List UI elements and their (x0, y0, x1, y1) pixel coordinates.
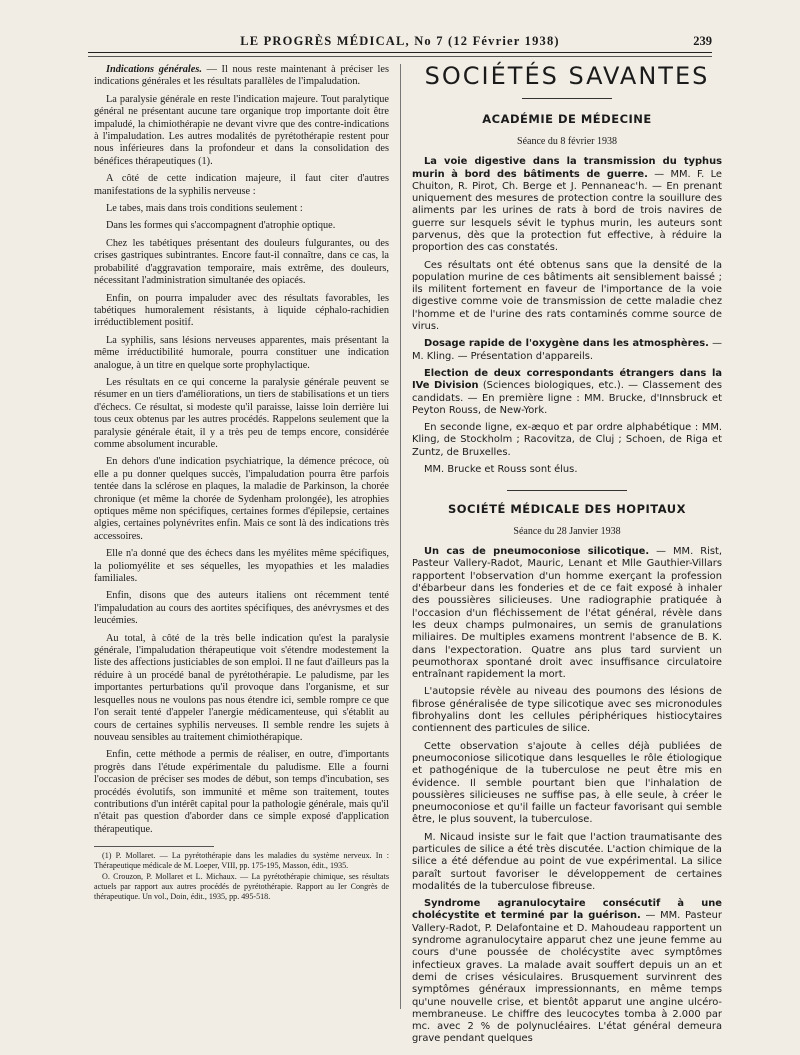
footnotes (94, 851, 389, 901)
paragraph-text: En dehors d'une indication psychiatrique, la démence précoce, où elle a pu donner quelques succès, l'impaludation pourra être parfois tentée dans la sclérose en plaques, la maladie de Parkinson, la chorée chronique (et même la chorée de Sydenham prolongée), les atrophies optiques même non spécifiques, certaines formes d'épilepsie, certaines algies, certaines polynévrites enfin. Mais ce sont là des indications très accessoires. (94, 456, 389, 542)
paragraph-text: Ces résultats ont été obtenus sans que la densité de la population murine de ces bâtiments ait sensiblement baissé ; ils militent fortement en faveur de l'importance de la voie digestive comme voie de transmission de cette maladie chez l'homme et de l'urine des rats contaminés comme source de virus. (412, 259, 722, 333)
paragraph-text: Dans les formes qui s'accompagnent d'atrophie optique. (106, 220, 336, 232)
paragraph (94, 548, 389, 585)
paragraph (94, 173, 389, 198)
left-column (94, 64, 389, 903)
paragraph-text: Cette observation s'ajoute à celles déjà publiées de pneumoconiose silicotique dans lesquelles le rôle étiologique et pathogénique de la tuberculose ne peut être mis en évidence. Il semble pourtant bien que l'inhalation de poussières silicieuses ne suffise pas, à elle seule, à créer le pneumoconiose et qu'il faille un facteur favorisant qui semble être, le plus souvent, la tuberculose. (412, 740, 722, 826)
header-rule (88, 52, 712, 53)
paragraph (94, 633, 389, 745)
paragraph-text: Les résultats en ce qui concerne la paralysie générale peuvent se résumer en un tiers d'améliorations, un tiers de stabilisations et un tiers d'échecs. Ce résultat, si modeste qu'il paraisse, laisse loin derrière lui tous ceux obtenus par les autres procédés. Rappelons seulement que la paralysie générale était, il y a très peu de temps encore, considérée comme absolument incurable. (94, 376, 389, 450)
paragraph-lead: Un cas de pneumoconiose silicotique. (424, 546, 650, 558)
paragraph-text: — Il nous reste maintenant à préciser les indications générales et les résultats parallèles de l'impaludation. (94, 64, 389, 88)
paragraph (412, 832, 722, 893)
paragraph-text: L'autopsie révèle au niveau des poumons des lésions de fibrose généralisée de type silicotique avec ses micronodules fibrohyalins dont les cellules périphériques histiocytaires contiennent des particules de silice. (412, 686, 722, 735)
paragraph (94, 749, 389, 836)
section-title-rule (522, 98, 612, 99)
paragraph-text: — MM. F. Le Chuiton, R. Pirot, Ch. Berge et J. Pennaneac'h. — En prenant uniquement des mesures de protection contre la souillure des aliments par les urines de rats à bord de trois navires de guerre sur lesquels sévit le typhus murin, les auteurs sont parvenus, dès que la protection fut effective, à réduire la proportion des cas constatés. (412, 168, 722, 254)
paragraph (94, 64, 389, 89)
paragraph-text: Enfin, disons que des auteurs italiens ont récemment tenté l'impaludation au cours des aortites spécifiques, des anévrysmes et des leucémies. (94, 590, 389, 627)
paragraph (412, 338, 722, 363)
paragraph-text: En seconde ligne, ex-æquo et par ordre alphabétique : MM. Kling, de Stockholm ; Racovitza, de Cluj ; Schoen, de Riga et Zuntz, de Bruxelles. (412, 422, 722, 458)
paragraph (412, 898, 722, 1046)
paragraph (412, 686, 722, 735)
paragraph (94, 456, 389, 543)
paragraph-text: Enfin, cette méthode a permis de réaliser, en outre, d'importants progrès dans l'étude expérimentale du paludisme. Elle a fourni l'occasion de préciser ses modes de début, son temps d'incubation, ses procédés évolutifs, son immunité et même son traitement, toutes contributions d'un intérêt capital pour la pathologie générale, mais qu'il n'était pas question d'aborder dans ce simple exposé d'application thérapeutique. (94, 749, 389, 835)
paragraph (94, 377, 389, 451)
hospitals-society-title: SOCIÉTÉ MÉDICALE DES HOPITAUX (448, 502, 686, 517)
paragraph (412, 156, 722, 254)
paragraph (412, 464, 722, 476)
paragraph (412, 546, 722, 681)
paragraph (94, 203, 389, 215)
paragraph (412, 368, 722, 417)
running-title: LE PROGRÈS MÉDICAL, No 7 (12 Février 1938) (240, 34, 560, 48)
hospitals-session-date: Séance du 28 Janvier 1938 (513, 525, 621, 537)
paragraph-text: — M. Kling. — Présentation d'appareils. (412, 338, 723, 362)
paragraph (94, 238, 389, 288)
paragraph-lead: Indications générales. (106, 64, 202, 75)
paragraph-text: — MM. Rist, Pasteur Vallery-Radot, Mauric, Lenant et Mlle Gauthier-Villars rapportent l'observation d'un homme exerçant la profession d'ébarbeur dans les fonderies et de ce fait exposé à inhaler des poussières silicieuses. Une radiographie pratiquée à l'occasion d'un fléchissement de l'état général, révèle dans les deux champs pulmonaires, un semis de granulations miliaires. De multiples examens montrent l'absence de B. K. dans l'expectoration. Quatre ans plus tard survient un peumothorax spontané droit avec insuffisance circulatoire entraînant rapidement la mort. (412, 546, 722, 681)
paragraph-lead: Syndrome agranulocytaire consécutif à une cholécystite et terminé par la guérison. (412, 898, 722, 922)
page-number: 239 (693, 34, 712, 48)
footnote: (1) P. Mollaret. — La pyrétothérapie dans les maladies du système nerveux. In : Thérapeutique médicale de M. Loeper, VIII, pp. 175-195, Masson, édit., 1935. (94, 851, 389, 870)
section-title: SOCIÉTÉS SAVANTES (424, 62, 710, 90)
paragraph-text: La syphilis, sans lésions nerveuses apparentes, mais présentant la même irréductibilité humorale, pourra constituer une indication analogue, à un titre en quelque sorte prophylactique. (94, 334, 389, 371)
section-separator (507, 490, 627, 491)
paragraph (412, 260, 722, 334)
paragraph-lead: Dosage rapide de l'oxygène dans les atmosphères. (424, 338, 709, 350)
paragraph-text: A côté de cette indication majeure, il faut citer d'autres manifestations de la syphilis nerveuse : (94, 173, 389, 197)
academy-title: ACADÉMIE DE MÉDECINE (482, 112, 652, 127)
paragraph-text: Chez les tabétiques présentant des douleurs fulgurantes, ou des crises gastriques subintrantes. Encore faut-il connaître, dans ce cas, la probabilité d'aggravation temporaire, mais extrême, des douleurs, nécessitant l'administration simultanée des opiacés. (94, 237, 389, 287)
paragraph (94, 94, 389, 168)
paragraph (94, 293, 389, 330)
left-article-body (94, 64, 389, 836)
paragraph-text: Enfin, on pourra impaluder avec des résultats favorables, les tabétiques humoralement résistants, à liquide céphalo-rachidien irréductiblement positif. (94, 292, 389, 329)
paragraph (412, 422, 722, 459)
paragraph (94, 335, 389, 372)
hospitals-reports (412, 546, 722, 1046)
column-divider (400, 64, 401, 1009)
right-column (412, 64, 722, 1051)
academy-reports (412, 156, 722, 476)
paragraph-text: Au total, à côté de la très belle indication qu'est la paralysie générale, l'impaludation thérapeutique voit s'étendre modestement la liste des affections justiciables de son emploi. Il ne faut d'ailleurs pas la réduire à un procédé banal de pyrétothérapie. Le paludisme, par les importantes perturbations qu'il provoque dans l'organisme, et sur lesquelles nous ne voulons pas nous étendre ici, semble rompre ce que l'on serait tenté d'appeler l'anergie médicamenteuse, qui s'établit au cours de certaines syphilis nerveuses. Il semble rendre les sujets à nouveau sensibles au traitement chimiothérapique. (94, 632, 389, 743)
paragraph-text: La paralysie générale en reste l'indication majeure. Tout paralytique général ne présentant aucune tare organique trop importante doit être impaludé, la chimiothérapie ne devant vivre que des contre-indications à l'impaludation. Les autres modalités de pyrétothérapie restent pour nous inférieures dans la profondeur et dans la consolidation des bénéfices thérapeutiques (1). (94, 93, 389, 167)
paragraph (94, 590, 389, 627)
footnote: O. Crouzon, P. Mollaret et L. Michaux. — La pyrétothérapie chimique, ses résultats actuels par rapport aux autres procédés de pyrétothérapie. Rapport au Ier Congrès de thérapeutique. Un vol., Doin, édit., 1935, pp. 495-518. (94, 872, 389, 901)
paragraph (412, 741, 722, 827)
paragraph-text: Le tabes, mais dans trois conditions seulement : (106, 203, 303, 215)
paragraph-text: Elle n'a donné que des échecs dans les myélites même spécifiques, la poliomyélite et ses séquelles, les myopathies et les maladies familiales. (94, 548, 389, 585)
paragraph-lead: Election de deux correspondants étrangers dans la IVe Division (412, 367, 722, 392)
paragraph-text: (Sciences biologiques, etc.). — Classement des candidats. — En première ligne : MM. Brucke, d'Innsbruck et Peyton Rouss, de New-York. (412, 380, 722, 416)
paragraph-text: MM. Brucke et Rouss sont élus. (424, 464, 578, 476)
paragraph-text: — MM. Pasteur Vallery-Radot, P. Delafontaine et D. Mahoudeau rapportent un syndrome agranulocytaire apparut chez une jeune femme au cours d'une poussée de cholécystite avec symptômes infectieux graves. La malade avait souffert depuis un an et demi de crises vésiculaires. Brusquement survinrent des symptômes généraux impressionnants, en même temps qu'une nouvelle crise, et bientôt apparut une angine ulcéro-membraneuse. Le chiffre des leucocytes tomba à 2.000 par mc. avec 2 % de polynucléaires. L'état général demeura grave pendant quelques (412, 910, 722, 1045)
academy-session-date: Séance du 8 février 1938 (517, 135, 617, 147)
paragraph-lead: La voie digestive dans la transmission du typhus murin à bord des bâtiments de guerre. (412, 156, 722, 180)
paragraph-text: M. Nicaud insiste sur le fait que l'action traumatisante des particules de silice a été très discutée. L'action chimique de la silice a été défendue au point de vue expérimental. La silice paraît surtout favoriser le développement de certaines modalités de la tuberculose fibreuse. (412, 831, 722, 892)
header-rule-thin (88, 56, 712, 57)
paragraph (94, 220, 389, 232)
